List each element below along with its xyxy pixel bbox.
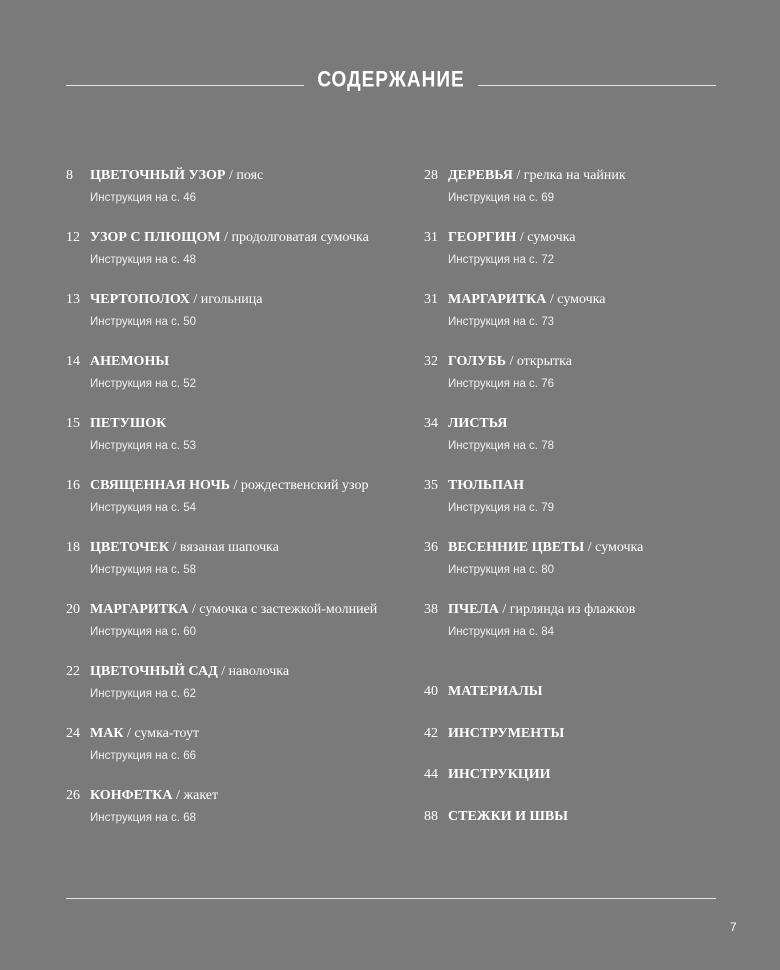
toc-page-number: 18 bbox=[66, 540, 80, 555]
toc-entry-instruction: Инструкция на с. 53 bbox=[90, 440, 196, 452]
toc-entry-name: ЦВЕТОЧНЫЙ УЗОР bbox=[90, 168, 226, 183]
toc-entry-instruction: Инструкция на с. 73 bbox=[448, 316, 554, 328]
toc-spacer bbox=[424, 664, 764, 684]
toc-entry-instruction: Инструкция на с. 60 bbox=[90, 626, 196, 638]
toc-entry-name: ДЕРЕВЬЯ bbox=[448, 168, 513, 183]
toc-entry-title bbox=[90, 292, 262, 308]
toc-page-number: 26 bbox=[66, 788, 80, 803]
toc-entry-description: / гирлянда из флажков bbox=[498, 602, 636, 617]
toc-entry-description: / открытка bbox=[505, 354, 572, 369]
toc-entry-name: ЦВЕТОЧНЫЙ САД bbox=[90, 664, 218, 679]
toc-entry-title bbox=[90, 788, 218, 804]
toc-entry-title bbox=[90, 230, 369, 246]
toc-page-number: 15 bbox=[66, 416, 80, 431]
toc-entry[interactable] bbox=[424, 168, 764, 230]
toc-entry-description: / сумочка bbox=[584, 540, 644, 555]
toc-entry-instruction: Инструкция на с. 52 bbox=[90, 378, 196, 390]
toc-entry-name: СВЯЩЕННАЯ НОЧЬ bbox=[90, 478, 231, 493]
toc-page-number: 20 bbox=[66, 602, 80, 617]
toc-entry-name: МАРГАРИТКА bbox=[90, 602, 189, 617]
toc-entry-name: МАРГАРИТКА bbox=[448, 292, 547, 307]
toc-entry-description: / сумочка bbox=[516, 230, 576, 245]
toc-entry-instruction: Инструкция на с. 62 bbox=[90, 688, 196, 700]
toc-page-number: 13 bbox=[66, 292, 80, 307]
toc-entry-name: ПЕТУШОК bbox=[90, 416, 167, 431]
toc-page-number: 31 bbox=[424, 292, 438, 307]
toc-entry-name: ЧЕРТОПОЛОХ bbox=[90, 292, 190, 307]
toc-entry[interactable] bbox=[424, 540, 764, 602]
toc-entry[interactable] bbox=[66, 416, 406, 478]
toc-entry-description: / пояс bbox=[225, 168, 264, 183]
toc-entry[interactable] bbox=[66, 540, 406, 602]
toc-entry-instruction: Инструкция на с. 48 bbox=[90, 254, 196, 266]
toc-entry-name: МАК bbox=[90, 726, 124, 741]
toc-entry-description: / сумка-тоут bbox=[123, 726, 200, 741]
toc-entry-title bbox=[448, 354, 572, 370]
toc-entry[interactable] bbox=[424, 478, 764, 540]
toc-page-number: 32 bbox=[424, 354, 438, 369]
toc-entry-description: / вязаная шапочка bbox=[169, 540, 279, 555]
toc-entry-name: ГОЛУБЬ bbox=[448, 354, 506, 369]
toc-entry[interactable] bbox=[66, 602, 406, 664]
heading-rule-right bbox=[478, 85, 716, 86]
toc-entry[interactable] bbox=[424, 602, 764, 664]
toc-entry-instruction: Инструкция на с. 50 bbox=[90, 316, 196, 328]
toc-section-name: ИНСТРУМЕНТЫ bbox=[448, 725, 565, 741]
toc-entry-instruction: Инструкция на с. 54 bbox=[90, 502, 196, 514]
toc-entry-title bbox=[90, 664, 289, 680]
toc-entry-title bbox=[448, 540, 643, 556]
toc-entry-description: / жакет bbox=[172, 788, 219, 803]
toc-entry-instruction: Инструкция на с. 79 bbox=[448, 502, 554, 514]
toc-entry-name: КОНФЕТКА bbox=[90, 788, 173, 803]
toc-page-number: 24 bbox=[66, 726, 80, 741]
toc-entry-instruction: Инструкция на с. 80 bbox=[448, 564, 554, 576]
toc-entry[interactable] bbox=[66, 292, 406, 354]
toc-page-number: 28 bbox=[424, 168, 438, 183]
toc-entry-title bbox=[448, 602, 635, 618]
toc-page-number: 44 bbox=[424, 767, 438, 782]
toc-entry-name: УЗОР С ПЛЮЩОМ bbox=[90, 230, 221, 245]
toc-entry-instruction: Инструкция на с. 72 bbox=[448, 254, 554, 266]
toc-entry[interactable] bbox=[66, 230, 406, 292]
toc-entry-description: / наволочка bbox=[217, 664, 290, 679]
toc-entry-instruction: Инструкция на с. 69 bbox=[448, 192, 554, 204]
toc-page-number: 12 bbox=[66, 230, 80, 245]
toc-entry[interactable] bbox=[424, 230, 764, 292]
toc-entry-title bbox=[90, 602, 377, 618]
toc-entry-title bbox=[90, 416, 166, 432]
toc-page-number: 40 bbox=[424, 684, 438, 699]
toc-section-entry[interactable] bbox=[424, 809, 764, 851]
toc-entry[interactable] bbox=[424, 354, 764, 416]
toc-page-number: 14 bbox=[66, 354, 80, 369]
toc-page-number: 38 bbox=[424, 602, 438, 617]
toc-column-left bbox=[66, 168, 406, 850]
toc-entry-title bbox=[448, 478, 524, 494]
toc-page-number: 31 bbox=[424, 230, 438, 245]
toc-entry[interactable] bbox=[424, 292, 764, 354]
toc-page-number: 88 bbox=[424, 808, 438, 824]
page-number: 7 bbox=[730, 920, 737, 934]
toc-page-number: 8 bbox=[66, 168, 73, 183]
toc-entry-title bbox=[448, 168, 626, 184]
heading-rule-left bbox=[66, 85, 304, 86]
toc-entry-instruction: Инструкция на с. 84 bbox=[448, 626, 554, 638]
toc-entry-description: / грелка на чайник bbox=[512, 168, 626, 183]
toc-entry-title bbox=[448, 230, 575, 246]
toc-entry-title bbox=[90, 540, 279, 556]
toc-entry[interactable] bbox=[66, 664, 406, 726]
toc-section-entry[interactable] bbox=[424, 684, 764, 726]
toc-entry[interactable] bbox=[66, 354, 406, 416]
toc-entry-title bbox=[90, 726, 199, 742]
toc-page-number: 36 bbox=[424, 540, 438, 555]
footer-rule bbox=[66, 898, 716, 899]
toc-page-number: 16 bbox=[66, 478, 80, 493]
toc-entry[interactable] bbox=[66, 168, 406, 230]
toc-section-name: МАТЕРИАЛЫ bbox=[448, 684, 543, 699]
toc-entry-name: ТЮЛЬПАН bbox=[448, 478, 524, 493]
toc-entry-instruction: Инструкция на с. 66 bbox=[90, 750, 196, 762]
toc-entry-title bbox=[448, 416, 507, 432]
toc-entry-title bbox=[90, 478, 368, 494]
toc-entry-title bbox=[90, 354, 169, 370]
toc-entry-name: ВЕСЕННИЕ ЦВЕТЫ bbox=[448, 540, 585, 555]
toc-entry-description: / продолговатая сумочка bbox=[220, 230, 369, 245]
toc-entry-instruction: Инструкция на с. 58 bbox=[90, 564, 196, 576]
toc-entry[interactable] bbox=[66, 478, 406, 540]
toc-page-number: 35 bbox=[424, 478, 438, 493]
toc-entry-instruction: Инструкция на с. 78 bbox=[448, 440, 554, 452]
toc-page-number: 42 bbox=[424, 725, 438, 741]
toc-entry[interactable] bbox=[424, 416, 764, 478]
toc-entry-instruction: Инструкция на с. 46 bbox=[90, 192, 196, 204]
toc-entry-title bbox=[448, 292, 606, 308]
toc-entry-name: ПЧЕЛА bbox=[448, 602, 499, 617]
toc-entry-instruction: Инструкция на с. 68 bbox=[90, 812, 196, 824]
toc-entry-title bbox=[90, 168, 263, 184]
toc-section-entry[interactable] bbox=[424, 767, 764, 809]
toc-entry-description: / сумочка с застежкой-молнией bbox=[188, 602, 378, 617]
toc-entry-name: ГЕОРГИН bbox=[448, 230, 517, 245]
toc-section-name: ИНСТРУКЦИИ bbox=[448, 767, 551, 782]
toc-entry-name: ЛИСТЬЯ bbox=[448, 416, 508, 431]
toc-column-right bbox=[424, 168, 764, 850]
toc-entry-instruction: Инструкция на с. 76 bbox=[448, 378, 554, 390]
toc-section-entry[interactable] bbox=[424, 726, 764, 768]
toc-entry-description: / сумочка bbox=[546, 292, 606, 307]
toc-page-number: 22 bbox=[66, 664, 80, 679]
toc-entry[interactable] bbox=[66, 726, 406, 788]
toc-section-name: СТЕЖКИ И ШВЫ bbox=[448, 808, 569, 824]
page-title: СОДЕРЖАНИЕ bbox=[317, 68, 465, 93]
toc-entry-description: / рождественский узор bbox=[230, 478, 369, 493]
toc-entry-name: ЦВЕТОЧЕК bbox=[90, 540, 170, 555]
toc-entry-name: АНЕМОНЫ bbox=[90, 354, 170, 369]
toc-entry[interactable] bbox=[66, 788, 406, 850]
toc-entry-description: / игольница bbox=[189, 292, 263, 307]
toc-page-number: 34 bbox=[424, 416, 438, 431]
